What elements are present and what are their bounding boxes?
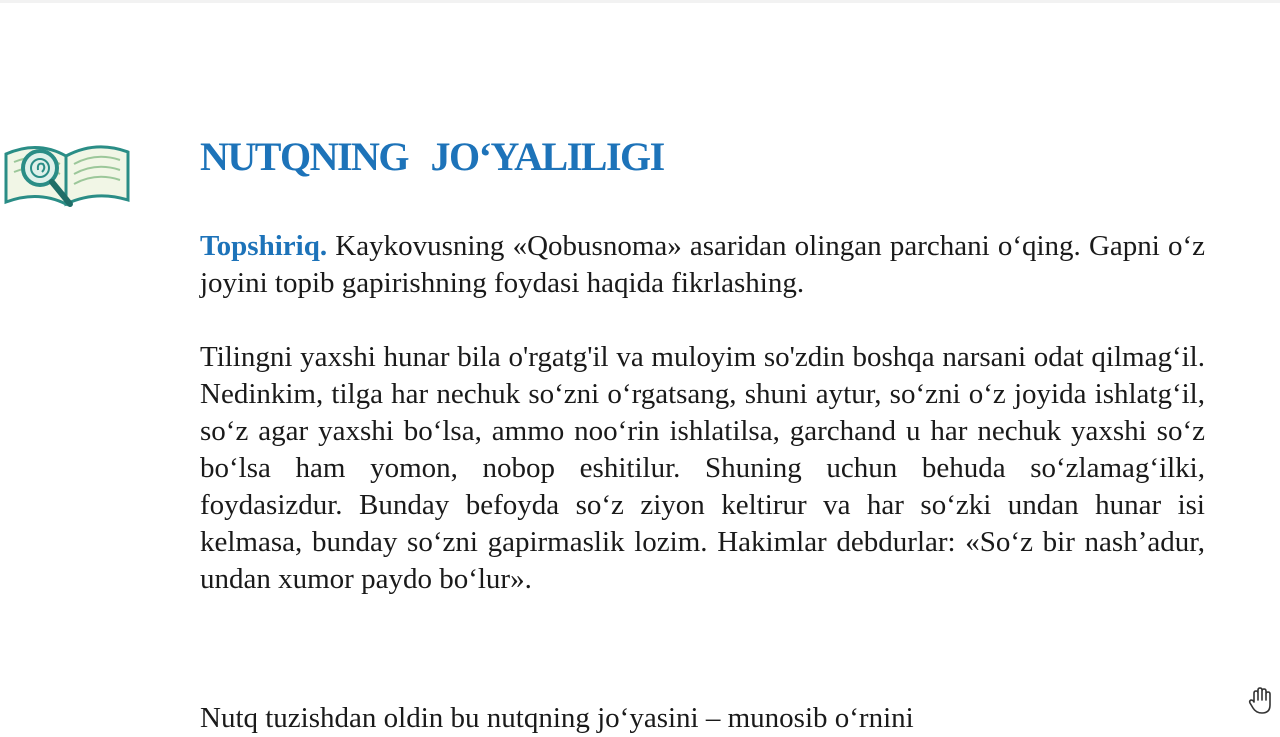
- hand-cursor-icon[interactable]: [1247, 686, 1275, 716]
- task-text: Kaykovusning «Qobusnoma» asaridan olingan parchani o‘qing. Gapni o‘z joyini topib gapirishning foydasi haqida fikrlashing.: [200, 230, 1206, 299]
- passage-paragraph: Tilingni yaxshi hunar bila o'rgatg'il va muloyim so'zdin boshqa narsani odat qilmag‘il. Nedinkim, tilga har nechuk so‘zni o‘rgatsang, shuni aytur, so‘zni o‘z joyida ishlatg‘il, so‘z agar yaxshi bo‘lsa, ammo noo‘rin ishlatilsa, garchand u har nechuk yaxshi so‘z bo‘lsa ham yomon, nobop eshitilur. Shuning uchun behuda so‘zlamag‘ilki, foydasizdur. Bunday befoyda so‘z ziyon keltirur va har so‘zki undan hunar isi kelmasa, bunday so‘zni gapirmaslik lozim. Hakimlar debdurlar: «So‘z bir nash’adur, undan xumor paydo bo‘lur».: [200, 341, 1205, 595]
- continuation-paragraph: Nutq tuzishdan oldin bu nutqning jo‘yasini – munosib o‘rnini: [200, 702, 914, 734]
- task-label: Topshiriq.: [200, 230, 328, 262]
- task-paragraph: [153, 228, 1205, 302]
- top-border-strip: [0, 0, 1280, 3]
- open-book-magnifier-icon: [0, 132, 134, 214]
- section-heading: NUTQNING JO‘YALILIGI: [200, 134, 664, 179]
